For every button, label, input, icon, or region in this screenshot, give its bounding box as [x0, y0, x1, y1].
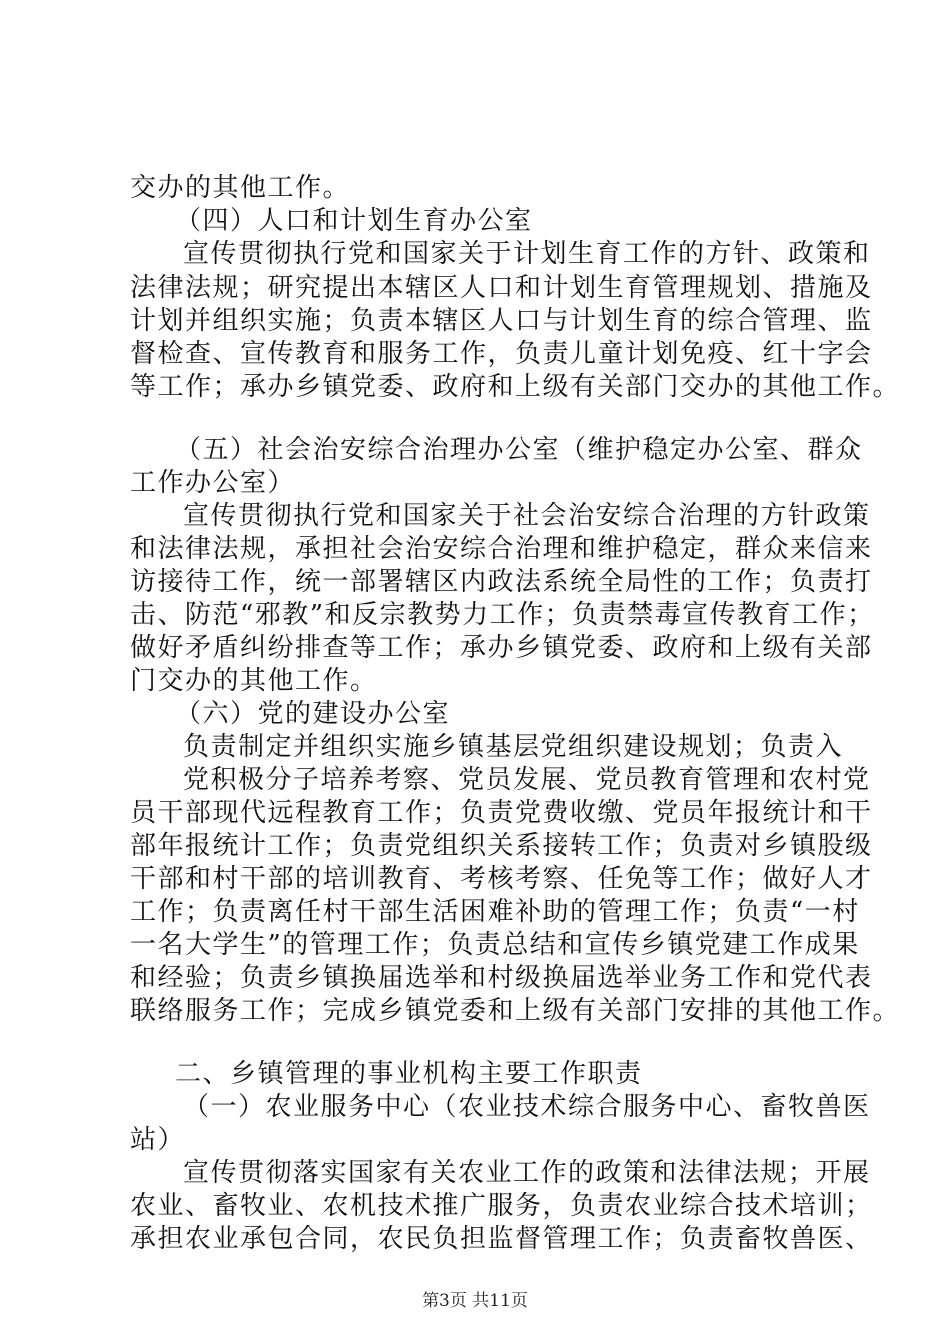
text-line: 做好矛盾纠纷排查等工作；承办乡镇党委、政府和上级有关部: [130, 633, 873, 663]
text-line: 宣传贯彻执行党和国家关于社会治安综合治理的方针政策: [183, 501, 871, 531]
page-number-footer: 第3页 共11页: [422, 1291, 528, 1311]
text-line: 和经验；负责乡镇换届选举和村级换届选举业务工作和党代表: [130, 963, 873, 993]
text-line: 宣传贯彻执行党和国家关于计划生育工作的方针、政策和: [183, 239, 871, 269]
text-line: 干部和村干部的培训教育、考核考察、任免等工作；做好人才: [130, 864, 873, 894]
section-heading: （一）农业服务中心（农业技术综合服务中心、畜牧兽医: [183, 1092, 871, 1122]
text-line: 一名大学生”的管理工作；负责总结和宣传乡镇党建工作成果: [130, 930, 860, 960]
text-line: 员干部现代远程教育工作；负责党费收缴、党员年报统计和干: [130, 798, 873, 828]
text-line: 和法律法规，承担社会治安综合治理和维护稳定，群众来信来: [130, 534, 873, 564]
text-line: 交办的其他工作。: [130, 173, 351, 203]
text-line: 督检查、宣传教育和服务工作，负责儿童计划免疫、红十字会: [130, 339, 873, 369]
text-line: 农业、畜牧业、农机技术推广服务，负责农业综合技术培训；: [130, 1191, 873, 1221]
text-line: 计划并组织实施；负责本辖区人口与计划生育的综合管理、监: [130, 306, 873, 336]
text-line: 等工作；承办乡镇党委、政府和上级有关部门交办的其他工作。: [130, 372, 901, 402]
text-line: 党积极分子培养考察、党员发展、党员教育管理和农村党: [183, 765, 871, 795]
text-line: 负责制定并组织实施乡镇基层党组织建设规划；负责入: [183, 732, 844, 762]
text-line: 门交办的其他工作。: [130, 666, 378, 696]
text-line: 法律法规；研究提出本辖区人口和计划生育管理规划、措施及: [130, 273, 873, 303]
section-heading: 站）: [130, 1125, 186, 1155]
section-heading: 二、乡镇管理的事业机构主要工作职责: [175, 1059, 643, 1089]
text-line: 承担农业承包合同，农民负担监督管理工作；负责畜牧兽医、: [130, 1224, 873, 1254]
text-line: 联络服务工作；完成乡镇党委和上级有关部门安排的其他工作。: [130, 996, 901, 1026]
text-line: 宣传贯彻落实国家有关农业工作的政策和法律法规；开展: [183, 1158, 871, 1188]
text-line: 访接待工作，统一部署辖区内政法系统全局性的工作；负责打: [130, 567, 873, 597]
text-line: 部年报统计工作；负责党组织关系接转工作；负责对乡镇股级: [130, 831, 873, 861]
text-line: 工作；负责离任村干部生活困难补助的管理工作；负责“一村: [130, 897, 860, 927]
section-heading: 工作办公室）: [130, 468, 296, 498]
text-line: 击、防范“邪教”和反宗教势力工作；负责禁毒宣传教育工作；: [130, 600, 875, 630]
section-heading: （五）社会治安综合治理办公室（维护稳定办公室、群众: [175, 435, 863, 465]
section-heading: （六）党的建设办公室: [175, 699, 451, 729]
section-heading: （四）人口和计划生育办公室: [175, 206, 533, 236]
